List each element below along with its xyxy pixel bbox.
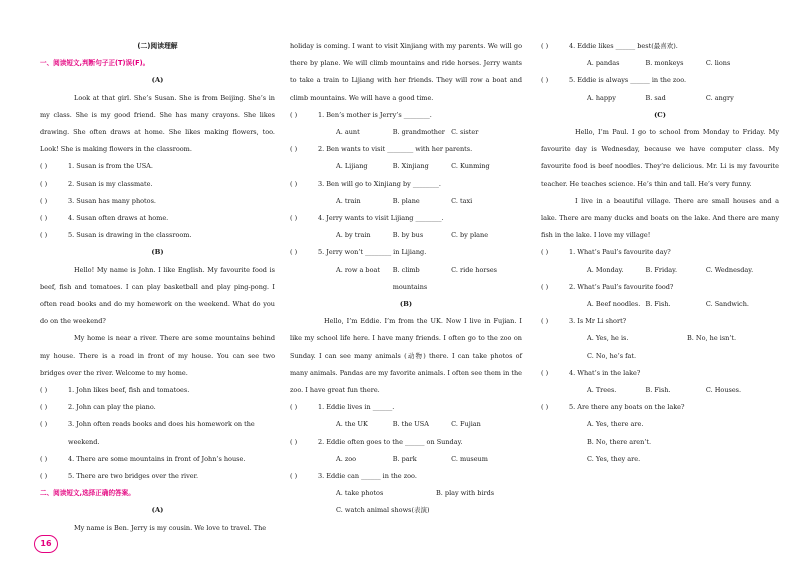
option[interactable]: B. monkeys	[645, 59, 684, 68]
option[interactable]: C. Fujian	[451, 420, 481, 429]
option[interactable]: B. No, he isn’t.	[687, 334, 737, 343]
option[interactable]: A. take photos	[336, 489, 384, 498]
option[interactable]: A. Lijiang	[336, 162, 368, 171]
options-2b3	[290, 485, 522, 502]
option[interactable]: B. plane	[392, 196, 420, 205]
option[interactable]: B. by bus	[392, 231, 424, 240]
question-a2[interactable]: ( ) 2. Susan is my classmate.	[40, 179, 153, 188]
options-2b4	[541, 55, 779, 72]
left-column	[40, 38, 275, 537]
options-2b1	[290, 416, 522, 433]
question-2b3[interactable]: ( ) 3. Eddie can ______ in the zoo.	[290, 472, 417, 481]
passage-b-label: (B)	[151, 248, 164, 257]
part2-heading: 二、阅读短文,选择正确的答案。	[40, 489, 135, 498]
options-2a3	[290, 193, 522, 210]
options-2a2	[290, 158, 522, 175]
option[interactable]: C. Yes, they are.	[587, 454, 641, 463]
question-2a5[interactable]: ( ) 5. Jerry won’t ________ in Lijiang.	[290, 248, 427, 257]
options-c2	[541, 296, 779, 313]
option[interactable]: A. by train	[336, 231, 371, 240]
question-2b4[interactable]: ( ) 4. Eddie likes ______ best(最喜欢).	[541, 42, 678, 50]
question-2b2[interactable]: ( ) 2. Eddie often goes to the ______ on Sunday.	[290, 437, 463, 446]
option[interactable]: B. Friday.	[645, 265, 678, 274]
question-2a3[interactable]: ( ) 3. Ben will go to Xinjiang by ________.	[290, 179, 441, 188]
question-2a2[interactable]: ( ) 2. Ben wants to visit ________ with her parents.	[290, 145, 473, 154]
passage-b-text1: Hello! My name is John. I like English. My favourite food is beef, fish and tomatoes. I can play basketball and play ping-pong. I often read books and do my homework on the weekend. What do you do on the weekend?	[40, 265, 275, 326]
option[interactable]: B. No, there aren’t.	[587, 437, 652, 446]
passage-b2-text: Hello, I’m Eddie. I’m from the UK. Now I live in Fujian. I like my school life here. I have many friends. I often go to the zoo on Sunday. I can see many animals (动物) there. I can take photos of many animals. Pandas are my favorite animals. I often see them in the zoo. I have great fun there.	[290, 317, 522, 395]
options-c3	[541, 330, 779, 347]
part1-heading: 一、阅读短文,判断句子正(T)误(F)。	[40, 59, 150, 68]
passage-c-text2: I live in a beautiful village. There are small houses and a lake. There are many ducks and boats on the lake. And there are many fish in the lake. I love my village!	[541, 196, 779, 240]
passage-a2-text-start: My name is Ben. Jerry is my cousin. We love to travel. The	[74, 523, 267, 532]
option[interactable]: C. sister	[451, 128, 479, 137]
right-column	[541, 38, 779, 468]
question-b5[interactable]: ( ) 5. There are two bridges over the river.	[40, 472, 199, 481]
passage-b-text2: My home is near a river. There are some mountains behind my house. There is a road in front of my house. You can see two bridges over the river. Welcome to my home.	[40, 334, 275, 377]
question-2a1[interactable]: ( ) 1. Ben’s mother is Jerry’s ________.	[290, 110, 432, 119]
option[interactable]: C. watch animal shows(表演)	[336, 506, 430, 515]
option[interactable]: A. Yes, he is.	[587, 334, 629, 343]
question-b3[interactable]: ( ) 3. John often reads books and does his homework on the weekend.	[40, 420, 255, 446]
passage-a-label: (A)	[151, 76, 164, 85]
option[interactable]: A. train	[336, 196, 361, 205]
question-a5[interactable]: ( ) 5. Susan is drawing in the classroom.	[40, 231, 192, 240]
passage-b2-label: (B)	[399, 300, 413, 309]
question-a4[interactable]: ( ) 4. Susan often draws at home.	[40, 214, 169, 223]
option[interactable]: B. Fish.	[645, 386, 671, 395]
option[interactable]: C. Wednesday.	[705, 265, 754, 274]
question-b1[interactable]: ( ) 1. John likes beef, fish and tomatoes.	[40, 386, 190, 395]
passage-a2-text-cont: holiday is coming. I want to visit Xinjiang with my parents. We will go there by plane. We will climb mountains and ride horses. Jerry wants to take a train to Lijiang with her friends. They will row a boat and climb mountains. We will have a good time.	[290, 42, 522, 102]
question-b4[interactable]: ( ) 4. There are some mountains in front of John’s house.	[40, 454, 246, 463]
question-a3[interactable]: ( ) 3. Susan has many photos.	[40, 196, 156, 205]
option[interactable]: C. Houses.	[705, 386, 742, 395]
passage-c-text1: Hello, I’m Paul. I go to school from Monday to Friday. My favourite day is Wednesday, because we have computer class. My favourite food is beef noodles. They’re delicious. Mr. Li is my favourite teacher. He teaches science. He’s thin and tall. He’s very funny.	[541, 128, 779, 188]
option[interactable]: B. Fish.	[645, 300, 671, 309]
option[interactable]: A. aunt	[336, 128, 360, 137]
option[interactable]: B. play with birds	[436, 489, 495, 498]
options-2a5	[290, 262, 522, 296]
passage-c-label: (C)	[654, 110, 666, 119]
middle-column	[290, 38, 522, 520]
question-c2[interactable]: ( ) 2. What’s Paul’s favourite food?	[541, 282, 674, 291]
options-2a4	[290, 227, 522, 244]
question-2b5[interactable]: ( ) 5. Eddie is always ______ in the zoo.	[541, 76, 687, 85]
options-2b5	[541, 90, 779, 107]
section-title: (二)阅读理解	[137, 42, 178, 50]
option[interactable]: A. zoo	[336, 454, 357, 463]
option[interactable]: C. Kunming	[451, 162, 490, 171]
question-c3[interactable]: ( ) 3. Is Mr Li short?	[541, 317, 627, 326]
option[interactable]: B. park	[392, 454, 417, 463]
question-c5[interactable]: ( ) 5. Are there any boats on the lake?	[541, 403, 685, 412]
question-2b1[interactable]: ( ) 1. Eddie lives in ______.	[290, 403, 395, 412]
option[interactable]: B. grandmother	[392, 128, 445, 137]
page-number: 16	[34, 535, 58, 553]
option[interactable]: C. No, he’s fat.	[587, 351, 637, 360]
question-c4[interactable]: ( ) 4. What’s in the lake?	[541, 368, 641, 377]
passage-a-text: Look at that girl. She’s Susan. She is from Beijing. She’s in my class. She is my good friend. She has many crayons. She likes drawing. She often draws at home. She likes making flowers, too. Look! She is making flowers in the classroom.	[40, 93, 275, 154]
option[interactable]: C. ride horses	[451, 265, 497, 274]
option[interactable]: B. the USA	[392, 420, 429, 429]
option[interactable]: C. by plane	[451, 231, 489, 240]
options-c1	[541, 262, 779, 279]
option[interactable]: C. lions	[705, 59, 731, 68]
option[interactable]: A. Trees.	[587, 386, 617, 395]
question-c1[interactable]: ( ) 1. What’s Paul’s favourite day?	[541, 248, 671, 257]
option[interactable]: A. Monday.	[587, 265, 624, 274]
option[interactable]: A. row a boat	[336, 265, 380, 274]
option[interactable]: A. the UK	[336, 420, 368, 429]
options-2a1	[290, 124, 522, 141]
option[interactable]: C. taxi	[451, 196, 473, 205]
options-2b2	[290, 451, 522, 468]
question-b2[interactable]: ( ) 2. John can play the piano.	[40, 403, 156, 412]
question-a1[interactable]: ( ) 1. Susan is from the USA.	[40, 162, 153, 171]
options-c4	[541, 382, 779, 399]
option[interactable]: B. sad	[645, 93, 666, 102]
option[interactable]: A. Beef noodles.	[587, 300, 641, 309]
option[interactable]: B. climb mountains	[392, 265, 428, 291]
option[interactable]: B. Xinjiang	[392, 162, 429, 171]
question-2a4[interactable]: ( ) 4. Jerry wants to visit Lijiang ________.	[290, 214, 444, 223]
passage-a2-label: (A)	[151, 506, 164, 515]
option[interactable]: A. Yes, there are.	[587, 420, 644, 429]
option[interactable]: C. Sandwich.	[705, 300, 749, 309]
option[interactable]: C. museum	[451, 454, 488, 463]
option[interactable]: C. angry	[705, 93, 734, 102]
option[interactable]: A. pandas	[587, 59, 620, 68]
option[interactable]: A. happy	[587, 93, 616, 102]
